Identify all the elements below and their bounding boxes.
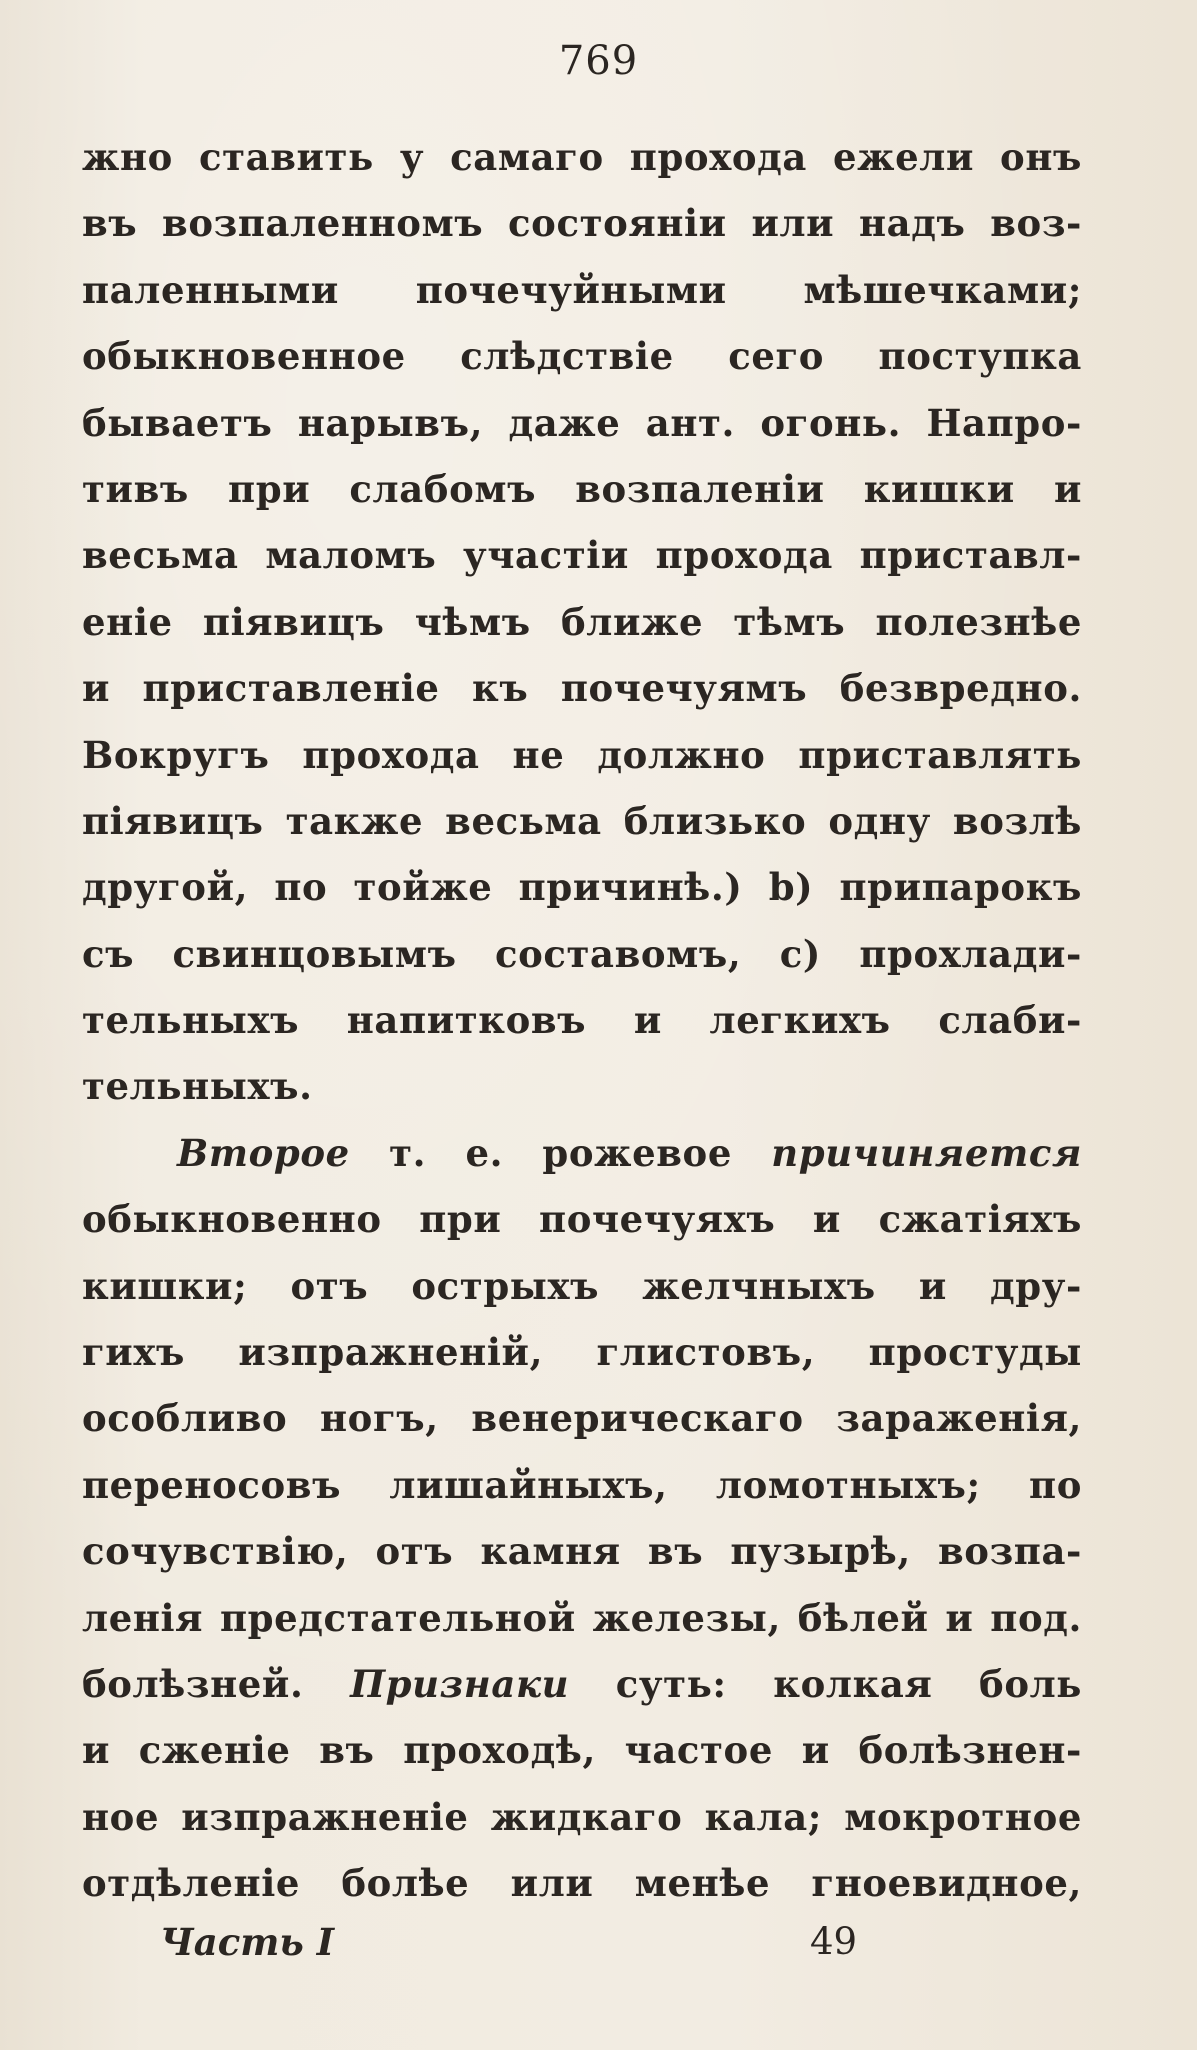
text-span: болѣзней. bbox=[82, 1661, 304, 1706]
italic-word: причиняется bbox=[771, 1130, 1082, 1175]
text-span: суть: колкая боль bbox=[615, 1661, 1082, 1706]
text-line: жно ставить у самаго прохода ежели онъ bbox=[82, 135, 1082, 179]
text-line: обыкновенно при почечуяхъ и сжатiяхъ bbox=[82, 1197, 1082, 1242]
text-line: ное изпражненiе жидкаго кала; мокротное bbox=[82, 1794, 1082, 1839]
text-line: и приставленiе къ почечуямъ безвредно. bbox=[82, 666, 1082, 711]
text-line: тельныхъ. bbox=[82, 1064, 313, 1109]
text-span: т. е. рожевое bbox=[389, 1130, 732, 1175]
text-line: сочувствiю, отъ камня въ пузырѣ, возпа- bbox=[82, 1529, 1082, 1574]
italic-word: Второе bbox=[177, 1130, 350, 1175]
text-line: съ свинцовымъ составомъ, с) прохлади- bbox=[82, 931, 1082, 976]
page-number: 769 bbox=[558, 38, 639, 84]
text-line: отдѣленiе болѣе или менѣе гноевидное, bbox=[82, 1861, 1082, 1906]
text-line: енiе пiявицъ чѣмъ ближе тѣмъ полезнѣе bbox=[82, 599, 1082, 644]
signature-mark: Часть I bbox=[160, 1920, 335, 1964]
italic-word: Признаки bbox=[350, 1661, 570, 1706]
text-line: ленiя предстательной железы, бѣлей и под. bbox=[82, 1595, 1082, 1640]
signature-number: 49 bbox=[810, 1920, 858, 1963]
text-line: тельныхъ напитковъ и легкихъ слаби- bbox=[82, 998, 1082, 1043]
text-line: весьма маломъ участiи прохода приставл- bbox=[82, 533, 1082, 578]
text-line: переносовъ лишайныхъ, ломотныхъ; по bbox=[82, 1462, 1082, 1507]
text-line: тивъ при слабомъ возпаленiи кишки и bbox=[82, 466, 1082, 511]
text-line: паленными почечуйными мѣшечками; bbox=[82, 267, 1082, 312]
text-line: пiявицъ также весьма близько одну возлѣ bbox=[82, 798, 1082, 843]
signs-line bbox=[82, 1651, 1082, 1717]
text-line: бываетъ нарывъ, даже ант. огонь. Напро- bbox=[82, 400, 1082, 445]
text-line: кишки; отъ острыхъ желчныхъ и дру- bbox=[82, 1263, 1082, 1308]
text-line: Вокругъ прохода не должно приставлять bbox=[82, 732, 1082, 777]
text-line: и сженiе въ проходѣ, частое и болѣзнен- bbox=[82, 1728, 1082, 1773]
text-line: гихъ изпражненiй, глистовъ, простуды bbox=[82, 1330, 1082, 1375]
text-line: другой, по тойже причинѣ.) b) припарокъ bbox=[82, 865, 1082, 910]
text-line: обыкновенное слѣдствiе сего поступка bbox=[82, 334, 1082, 379]
text-line: особливо ногъ, венерическаго зараженiя, bbox=[82, 1396, 1082, 1441]
paragraph-2-first-line bbox=[82, 1120, 1082, 1186]
page-text bbox=[82, 124, 1082, 1917]
text-line: въ возпаленномъ состоянiи или надъ воз- bbox=[82, 201, 1082, 246]
